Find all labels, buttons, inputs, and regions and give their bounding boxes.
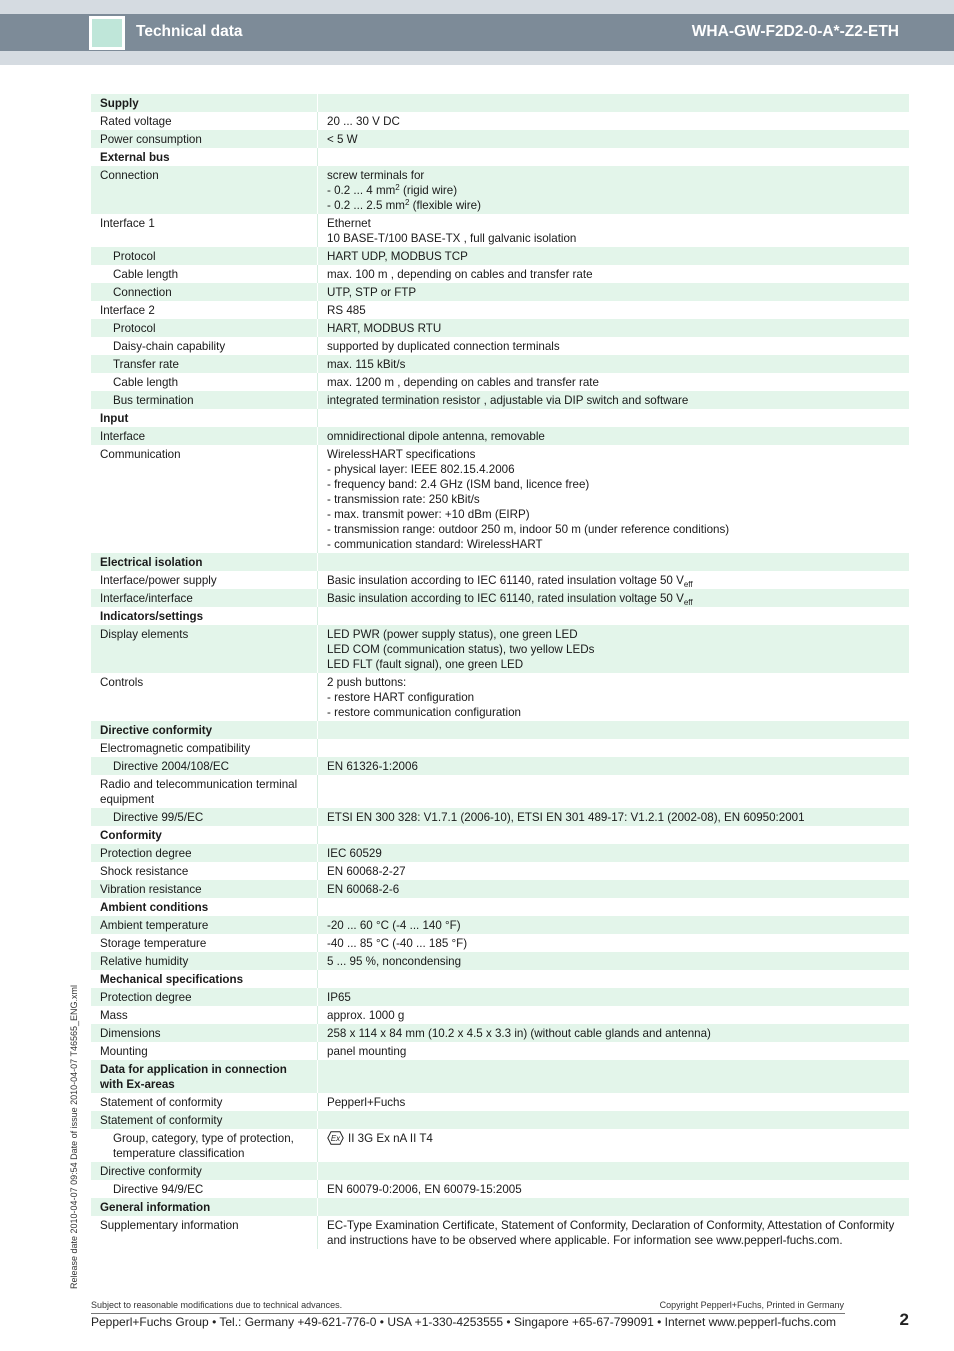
spec-value	[318, 1180, 909, 1198]
footer-copyright: Copyright Pepperl+Fuchs, Printed in Germany	[659, 1300, 844, 1310]
spec-value	[318, 283, 909, 301]
spec-label: Mass	[91, 1006, 318, 1024]
spec-label: Interface 2	[91, 301, 318, 319]
release-info: Release date 2010-04-07 09:54 Date of issue 2010-04-07 T46565_ENG.xml	[69, 984, 79, 1289]
spec-value-line: integrated termination resistor , adjustable via DIP switch and software	[327, 393, 689, 407]
spec-value-line: 5 ... 95 %, noncondensing	[327, 954, 462, 968]
ex-hexagon-icon	[327, 1131, 344, 1145]
spec-label: Protection degree	[91, 988, 318, 1006]
spec-value-line: LED COM (communication status), two yellow LEDs	[327, 642, 595, 656]
section-header-row	[91, 607, 909, 625]
spec-row	[91, 265, 909, 283]
spec-value-line: 20 ... 30 V DC	[327, 114, 400, 128]
section-title: Mechanical specifications	[91, 970, 318, 988]
spec-row	[91, 1162, 909, 1180]
spec-value	[318, 607, 909, 625]
spec-label: Display elements	[91, 625, 318, 673]
spec-value-line: HART UDP, MODBUS TCP	[327, 249, 468, 263]
spec-row	[91, 952, 909, 970]
spec-label: Interface/interface	[91, 589, 318, 607]
section-header-row	[91, 721, 909, 739]
footer-contact: Pepperl+Fuchs Group • Tel.: Germany +49-621-776-0 • USA +1-330-4253555 • Singapore +65-67-799091 • Internet www.pepperl-fuchs.com	[91, 1315, 837, 1329]
spec-value-line: - 0.2 ... 4 $mm^2$ (rigid wire)	[327, 182, 458, 197]
spec-label: Protocol	[91, 319, 318, 337]
spec-value	[318, 94, 909, 112]
spec-value-line: approx. 1000 g	[327, 1008, 405, 1022]
spec-label: Relative humidity	[91, 952, 318, 970]
spec-row	[91, 571, 909, 589]
spec-row	[91, 934, 909, 952]
spec-value-line: EN 60068-2-27	[327, 864, 406, 878]
spec-value	[318, 553, 909, 571]
spec-value	[318, 571, 909, 589]
spec-value	[318, 1198, 909, 1216]
spec-row	[91, 391, 909, 409]
spec-row	[91, 988, 909, 1006]
spec-row	[91, 112, 909, 130]
spec-label: Power consumption	[91, 130, 318, 148]
spec-value	[318, 445, 909, 553]
spec-value	[318, 1060, 909, 1093]
spec-row	[91, 427, 909, 445]
spec-value-line: omnidirectional dipole antenna, removable	[327, 429, 545, 443]
spec-value	[318, 373, 909, 391]
spec-value-line: 2 push buttons:	[327, 675, 407, 689]
spec-value-line: - communication standard: WirelessHART	[327, 537, 543, 551]
spec-row	[91, 214, 909, 247]
spec-value-line: - frequency band: 2.4 GHz (ISM band, licence free)	[327, 477, 590, 491]
spec-row	[91, 355, 909, 373]
spec-label: Ambient temperature	[91, 916, 318, 934]
spec-value	[318, 1162, 909, 1180]
spec-row	[91, 808, 909, 826]
spec-value-line: Ethernet	[327, 216, 371, 230]
spec-row	[91, 166, 909, 214]
section-title: Supply	[91, 94, 318, 112]
spec-value	[318, 265, 909, 283]
spec-value-line: EN 61326-1:2006	[327, 759, 418, 773]
spec-value	[318, 898, 909, 916]
section-header-row	[91, 970, 909, 988]
section-title: Conformity	[91, 826, 318, 844]
spec-label: Group, category, type of protection, temperature classification	[91, 1129, 318, 1162]
spec-label: Daisy-chain capability	[91, 337, 318, 355]
spec-value	[318, 112, 909, 130]
spec-table	[91, 94, 909, 1249]
spec-value	[318, 862, 909, 880]
spec-label: Cable length	[91, 373, 318, 391]
header-logo-square-inner	[92, 19, 122, 47]
spec-value-line: supported by duplicated connection terminals	[327, 339, 560, 353]
footer-divider	[91, 1313, 845, 1314]
spec-value-line: WirelessHART specifications	[327, 447, 476, 461]
spec-label: Bus termination	[91, 391, 318, 409]
footer-disclaimer: Subject to reasonable modifications due to technical advances.	[91, 1300, 343, 1310]
spec-value	[318, 409, 909, 427]
spec-value-line: - max. transmit power: +10 dBm (EIRP)	[327, 507, 530, 521]
spec-value	[318, 148, 909, 166]
spec-row	[91, 862, 909, 880]
section-header-row	[91, 94, 909, 112]
spec-value	[318, 355, 909, 373]
section-header-row	[91, 1198, 909, 1216]
spec-row	[91, 1129, 909, 1162]
section-header-row	[91, 553, 909, 571]
section-header-row	[91, 148, 909, 166]
section-title: Input	[91, 409, 318, 427]
spec-label: Statement of conformity	[91, 1111, 318, 1129]
spec-row	[91, 739, 909, 757]
page-title: Technical data	[136, 23, 243, 40]
spec-label: Shock resistance	[91, 862, 318, 880]
spec-label: Directive 94/9/EC	[91, 1180, 318, 1198]
spec-value-line: - 0.2 ... 2.5 $mm^2$ (flexible wire)	[327, 197, 481, 212]
spec-value-line: < 5 W	[327, 132, 358, 146]
spec-value-line: max. 1200 m , depending on cables and transfer rate	[327, 375, 599, 389]
spec-label: Directive conformity	[91, 1162, 318, 1180]
spec-value	[318, 739, 909, 757]
spec-row	[91, 283, 909, 301]
spec-value	[318, 673, 909, 721]
spec-label: Directive 2004/108/EC	[91, 757, 318, 775]
spec-label: Protocol	[91, 247, 318, 265]
section-header-row	[91, 409, 909, 427]
spec-row	[91, 247, 909, 265]
spec-row	[91, 1006, 909, 1024]
spec-row	[91, 337, 909, 355]
svg-text:Ex: Ex	[330, 1133, 341, 1143]
spec-value	[318, 1042, 909, 1060]
spec-label: Rated voltage	[91, 112, 318, 130]
spec-row	[91, 1111, 909, 1129]
spec-value	[318, 214, 909, 247]
spec-value	[318, 844, 909, 862]
spec-label: Electromagnetic compatibility	[91, 739, 318, 757]
spec-label: Controls	[91, 673, 318, 721]
spec-value	[318, 880, 909, 898]
spec-label: Interface	[91, 427, 318, 445]
spec-row	[91, 319, 909, 337]
spec-label: Dimensions	[91, 1024, 318, 1042]
spec-label: Statement of conformity	[91, 1093, 318, 1111]
section-title: External bus	[91, 148, 318, 166]
spec-label: Interface 1	[91, 214, 318, 247]
spec-value	[318, 589, 909, 607]
spec-value-line: Pepperl+Fuchs	[327, 1095, 406, 1109]
spec-value	[318, 337, 909, 355]
section-header-row	[91, 898, 909, 916]
spec-value	[318, 1129, 909, 1162]
spec-value-line: - restore HART configuration	[327, 690, 475, 704]
spec-value-line: max. 100 m , depending on cables and transfer rate	[327, 267, 593, 281]
spec-label: Connection	[91, 283, 318, 301]
spec-value	[318, 808, 909, 826]
spec-value-line: UTP, STP or FTP	[327, 285, 417, 299]
spec-value	[318, 721, 909, 739]
spec-label: Protection degree	[91, 844, 318, 862]
spec-value	[318, 952, 909, 970]
spec-value-line: IEC 60529	[327, 846, 382, 860]
spec-label: Cable length	[91, 265, 318, 283]
spec-value-line: screw terminals for	[327, 168, 425, 182]
spec-row	[91, 373, 909, 391]
spec-value	[318, 247, 909, 265]
spec-row	[91, 880, 909, 898]
spec-row	[91, 1042, 909, 1060]
spec-value-line: 10 BASE-T/100 BASE-TX , full galvanic isolation	[327, 231, 577, 245]
spec-value	[318, 988, 909, 1006]
spec-value-line: - restore communication configuration	[327, 705, 521, 719]
spec-label: Directive 99/5/EC	[91, 808, 318, 826]
spec-label: Connection	[91, 166, 318, 214]
spec-value-line: Basic insulation according to IEC 61140, rated insulation voltage 50 $V_{eff}$	[327, 591, 693, 607]
spec-label: Transfer rate	[91, 355, 318, 373]
spec-row	[91, 775, 909, 808]
spec-row	[91, 130, 909, 148]
spec-label: Interface/power supply	[91, 571, 318, 589]
spec-label: Supplementary information	[91, 1216, 318, 1249]
spec-row	[91, 1093, 909, 1111]
spec-label: Radio and telecommunication terminal equipment	[91, 775, 318, 808]
spec-value-line: HART, MODBUS RTU	[327, 321, 442, 335]
spec-value	[318, 130, 909, 148]
spec-value	[318, 1006, 909, 1024]
section-title: Electrical isolation	[91, 553, 318, 571]
spec-value-line: max. 115 kBit/s	[327, 357, 406, 371]
spec-value	[318, 625, 909, 673]
spec-value-line: - transmission range: outdoor 250 m, indoor 50 m (under reference conditions)	[327, 522, 730, 536]
spec-value	[318, 1111, 909, 1129]
spec-label: Storage temperature	[91, 934, 318, 952]
spec-label: Communication	[91, 445, 318, 553]
spec-value-line: EN 60068-2-6	[327, 882, 400, 896]
spec-value	[318, 1093, 909, 1111]
page-number: 2	[899, 1310, 909, 1329]
spec-row	[91, 1024, 909, 1042]
spec-value-line: EC-Type Examination Certificate, Statement of Conformity, Declaration of Conformity, Attestation of Conformity and instructions have to be observed where applicable. For information see www.pepperl-fuchs.com.	[327, 1218, 895, 1247]
section-header-row	[91, 826, 909, 844]
spec-value	[318, 391, 909, 409]
spec-value	[318, 826, 909, 844]
spec-value	[318, 970, 909, 988]
spec-value	[318, 757, 909, 775]
section-title: Data for application in connection with Ex-areas	[91, 1060, 318, 1093]
spec-value	[318, 934, 909, 952]
spec-row	[91, 445, 909, 553]
spec-value	[318, 427, 909, 445]
spec-value-line: IP65	[327, 990, 351, 1004]
spec-value	[318, 1024, 909, 1042]
spec-value-line: LED FLT (fault signal), one green LED	[327, 657, 524, 671]
sub-band	[0, 51, 954, 65]
spec-row	[91, 589, 909, 607]
spec-label: Vibration resistance	[91, 880, 318, 898]
spec-row	[91, 1180, 909, 1198]
spec-value	[318, 916, 909, 934]
spec-value-line: RS 485	[327, 303, 366, 317]
spec-value-line: -20 ... 60 °C (-4 ... 140 °F)	[327, 918, 461, 932]
spec-value	[318, 319, 909, 337]
spec-value	[318, 1216, 909, 1249]
section-header-row	[91, 1060, 909, 1093]
section-title: General information	[91, 1198, 318, 1216]
spec-row	[91, 301, 909, 319]
section-title: Directive conformity	[91, 721, 318, 739]
spec-row	[91, 844, 909, 862]
spec-value	[318, 301, 909, 319]
spec-row	[91, 673, 909, 721]
spec-value-line: EN 60079-0:2006, EN 60079-15:2005	[327, 1182, 522, 1196]
spec-value-line: Basic insulation according to IEC 61140, rated insulation voltage 50 $V_{eff}$	[327, 573, 693, 589]
spec-value-line: - physical layer: IEEE 802.15.4.2006	[327, 462, 515, 476]
top-band	[0, 0, 954, 14]
section-title: Ambient conditions	[91, 898, 318, 916]
spec-value	[318, 166, 909, 214]
spec-value-line: 258 x 114 x 84 mm (10.2 x 4.5 x 3.3 in) (without cable glands and antenna)	[327, 1026, 711, 1040]
spec-value-line: -40 ... 85 °C (-40 ... 185 °F)	[327, 936, 468, 950]
spec-value-line: - transmission rate: 250 kBit/s	[327, 492, 480, 506]
spec-row	[91, 757, 909, 775]
spec-row	[91, 1216, 909, 1249]
section-title: Indicators/settings	[91, 607, 318, 625]
spec-row	[91, 625, 909, 673]
spec-value-line: ETSI EN 300 328: V1.7.1 (2006-10), ETSI EN 301 489-17: V1.2.1 (2002-08), EN 60950:2001	[327, 810, 805, 824]
model-number: WHA-GW-F2D2-0-A*-Z2-ETH	[691, 23, 899, 40]
spec-value-line: LED PWR (power supply status), one green LED	[327, 627, 578, 641]
header-logo-square	[89, 16, 125, 50]
spec-value-line: Ex II 3G Ex nA II T4	[327, 1131, 903, 1146]
spec-row	[91, 916, 909, 934]
spec-value	[318, 775, 909, 808]
spec-label: Mounting	[91, 1042, 318, 1060]
spec-value-line: panel mounting	[327, 1044, 407, 1058]
